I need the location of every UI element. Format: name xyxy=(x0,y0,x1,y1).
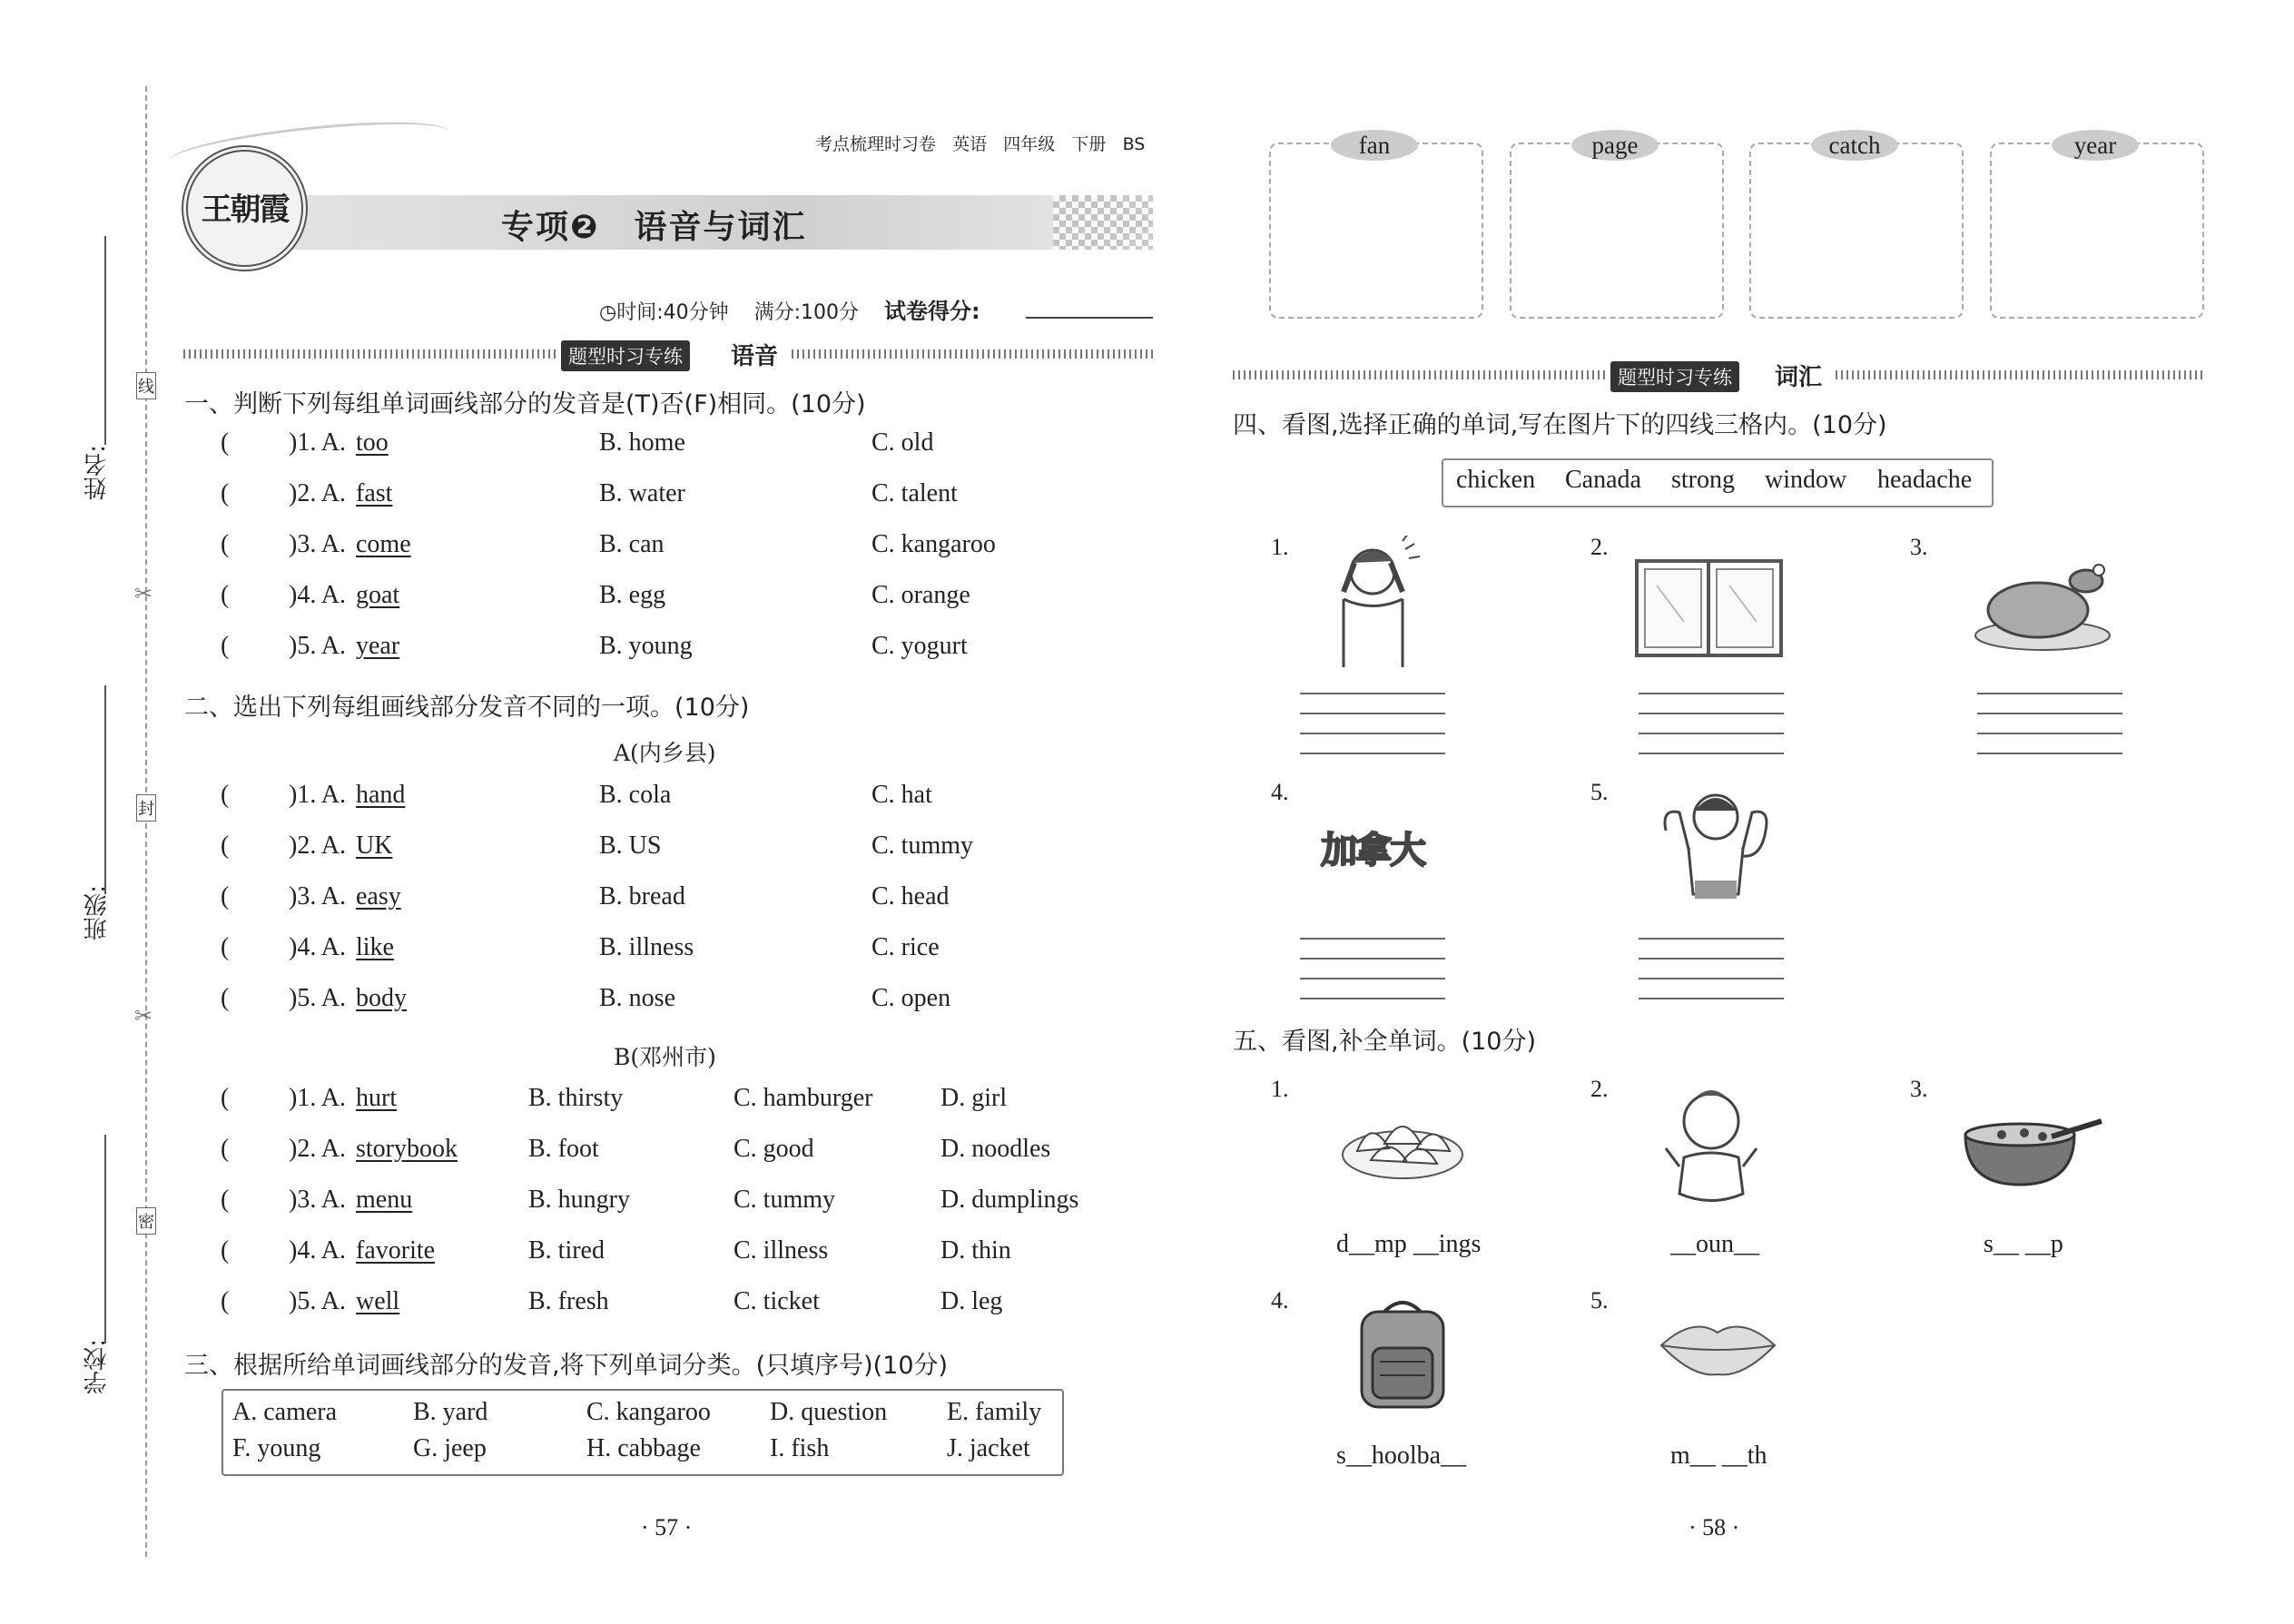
option-a-word: fast xyxy=(356,479,393,507)
phonics-card[interactable] xyxy=(1510,143,1724,319)
blank-soup[interactable]: s__ __p xyxy=(1984,1230,2063,1258)
answer-paren[interactable]: ( xyxy=(221,1084,230,1112)
section-divider xyxy=(1233,370,1605,379)
section-divider xyxy=(792,349,1155,359)
item-number: )3. A. xyxy=(289,882,346,910)
phonics-card-word: fan xyxy=(1331,130,1418,161)
q4-num-4: 4. xyxy=(1271,779,1289,805)
item-number: )2. A. xyxy=(289,1135,346,1163)
word-bank-item: strong xyxy=(1671,466,1735,494)
option-d: D. girl xyxy=(940,1084,1008,1112)
option-b: B. thirsty xyxy=(528,1084,624,1112)
option-c: C. talent xyxy=(871,479,958,507)
header-meta: 考点梳理时习卷 英语 四年级 下册 BS xyxy=(815,134,1146,154)
option-b: B. tired xyxy=(528,1236,605,1265)
answer-paren[interactable]: ( xyxy=(221,781,230,809)
item-number: )4. A. xyxy=(289,933,346,961)
phonics-card[interactable] xyxy=(1990,143,2204,319)
option-c: C. head xyxy=(871,882,950,910)
section-tag: 题型时习专练 xyxy=(561,340,690,371)
option-d: D. noodles xyxy=(940,1135,1051,1163)
option-a-word: like xyxy=(356,933,394,961)
option-b: B. cola xyxy=(599,781,672,809)
option-c: C. rice xyxy=(871,933,940,961)
blank-noun[interactable]: __oun__ xyxy=(1670,1230,1759,1258)
item-number: )1. A. xyxy=(289,428,346,457)
option-a-word: year xyxy=(356,632,400,660)
name-line xyxy=(104,236,106,445)
q5-num-3: 3. xyxy=(1910,1076,1928,1102)
phonics-card-word: year xyxy=(2052,130,2139,161)
answer-paren[interactable]: ( xyxy=(221,479,230,507)
answer-paren[interactable]: ( xyxy=(221,632,230,660)
q3-word: H. cabbage xyxy=(586,1434,701,1462)
q4-writing-lines-5[interactable] xyxy=(1639,938,1784,998)
option-c: C. hamburger xyxy=(733,1084,873,1112)
section-vocab: 词汇 xyxy=(1775,364,1823,391)
item-number: )4. A. xyxy=(289,1236,346,1265)
scissors-icon: ✂ xyxy=(134,581,153,606)
option-c: C. ticket xyxy=(733,1287,820,1315)
q4-writing-lines-3[interactable] xyxy=(1977,693,2122,753)
option-a-word: menu xyxy=(356,1186,413,1214)
answer-paren[interactable]: ( xyxy=(221,581,230,609)
option-a-word: UK xyxy=(356,832,393,860)
option-a-word: goat xyxy=(356,581,400,609)
option-c: C. illness xyxy=(733,1236,829,1265)
option-b: B. US xyxy=(599,832,662,860)
margin-seal-char: 封 xyxy=(136,794,156,822)
option-b: B. illness xyxy=(599,933,694,961)
option-a-word: favorite xyxy=(356,1236,436,1265)
option-c: C. orange xyxy=(871,581,970,609)
section-tag: 题型时习专练 xyxy=(1610,361,1739,392)
option-b: B. water xyxy=(599,479,685,507)
q5-num-1: 1. xyxy=(1271,1076,1289,1102)
q3-word: G. jeep xyxy=(413,1434,487,1462)
item-number: )2. A. xyxy=(289,479,346,507)
option-c: C. good xyxy=(733,1135,814,1163)
class-label: 班级: xyxy=(84,885,111,940)
item-number: )4. A. xyxy=(289,581,346,609)
strong-man-picture xyxy=(1648,785,1784,903)
answer-paren[interactable]: ( xyxy=(221,1135,230,1163)
q2-title: 二、选出下列每组画线部分发音不同的一项。(10分) xyxy=(184,694,750,722)
q3-word: A. camera xyxy=(232,1398,338,1426)
q5-title: 五、看图,补全单词。(10分) xyxy=(1233,1028,1537,1056)
q3-title: 三、根据所给单词画线部分的发音,将下列单词分类。(只填序号)(10分) xyxy=(184,1352,949,1380)
answer-paren[interactable]: ( xyxy=(221,933,230,961)
phonics-card-word: page xyxy=(1571,130,1659,161)
brand-logo: 王朝霞 xyxy=(182,145,308,271)
q4-writing-lines-4[interactable] xyxy=(1300,938,1445,998)
option-b: B. bread xyxy=(599,882,685,910)
blank-mouth[interactable]: m__ __th xyxy=(1670,1442,1767,1470)
section-divider xyxy=(1836,370,2203,379)
canada-text-picture: 加拿大 xyxy=(1321,830,1424,871)
item-number: )5. A. xyxy=(289,1287,346,1315)
q4-num-1: 1. xyxy=(1271,534,1289,560)
name-label: 姓名: xyxy=(84,445,111,500)
option-d: D. thin xyxy=(940,1236,1011,1265)
chicken-picture xyxy=(1970,554,2115,654)
margin-line-char: 线 xyxy=(136,372,156,399)
word-bank-item: headache xyxy=(1877,466,1973,494)
phonics-card-word: catch xyxy=(1811,130,1898,161)
word-bank-item: window xyxy=(1765,466,1847,494)
q3-word: D. question xyxy=(770,1398,888,1426)
q4-writing-lines-1[interactable] xyxy=(1300,693,1445,753)
q5-num-5: 5. xyxy=(1590,1287,1609,1314)
word-bank-item: Canada xyxy=(1565,466,1641,494)
option-d: D. leg xyxy=(940,1287,1003,1315)
baby-picture xyxy=(1661,1085,1761,1212)
item-number: )2. A. xyxy=(289,832,346,860)
option-c: C. yogurt xyxy=(871,632,968,660)
item-number: )1. A. xyxy=(289,781,346,809)
score-blank[interactable] xyxy=(1026,317,1153,319)
answer-paren[interactable]: ( xyxy=(221,428,230,457)
q3-word: E. family xyxy=(947,1398,1042,1426)
option-a-word: easy xyxy=(356,882,401,910)
binding-dashed-line xyxy=(145,86,147,1557)
option-b: B. egg xyxy=(599,581,666,609)
q4-writing-lines-2[interactable] xyxy=(1639,693,1784,753)
school-label: 学校: xyxy=(84,1339,111,1394)
q5-num-2: 2. xyxy=(1590,1076,1609,1102)
group-b-label: B(邓州市) xyxy=(614,1044,716,1070)
q4-num-2: 2. xyxy=(1590,534,1609,560)
headache-picture xyxy=(1316,536,1434,672)
schoolbag-picture xyxy=(1353,1294,1452,1412)
q3-word: J. jacket xyxy=(947,1434,1030,1462)
item-number: )5. A. xyxy=(289,632,346,660)
answer-paren[interactable]: ( xyxy=(221,1186,230,1214)
option-a-word: body xyxy=(356,984,407,1012)
scissors-icon: ✂ xyxy=(134,1003,153,1029)
option-a-word: hurt xyxy=(356,1084,398,1112)
mouth-picture xyxy=(1657,1316,1779,1380)
school-line xyxy=(104,1135,106,1343)
page-number-left: · 57 · xyxy=(641,1514,693,1540)
q5-num-4: 4. xyxy=(1271,1287,1289,1314)
clock-icon: ◷ xyxy=(599,301,617,324)
section-phonics: 语音 xyxy=(731,343,779,370)
option-c: C. hat xyxy=(871,781,932,809)
soup-picture xyxy=(1961,1117,2106,1189)
option-b: B. foot xyxy=(528,1135,599,1163)
blank-dumplings[interactable]: d__mp __ings xyxy=(1336,1230,1482,1258)
answer-paren[interactable]: ( xyxy=(221,1236,230,1265)
blank-schoolbag[interactable]: s__hoolba__ xyxy=(1336,1442,1467,1470)
answer-paren[interactable]: ( xyxy=(221,882,230,910)
option-a-word: too xyxy=(356,428,389,457)
option-b: B. home xyxy=(599,428,685,457)
q3-word: C. kangaroo xyxy=(586,1398,711,1426)
group-a-label: A(内乡县) xyxy=(614,740,716,766)
option-a-word: hand xyxy=(356,781,406,809)
checker-decoration xyxy=(1053,195,1153,250)
window-picture xyxy=(1634,558,1784,658)
item-number: )1. A. xyxy=(289,1084,346,1112)
item-number: )5. A. xyxy=(289,984,346,1012)
class-line xyxy=(104,685,106,894)
option-b: B. can xyxy=(599,530,665,558)
option-c: C. open xyxy=(871,984,951,1012)
dumplings-picture xyxy=(1339,1098,1466,1185)
phonics-card[interactable] xyxy=(1749,143,1964,319)
option-b: B. hungry xyxy=(528,1186,630,1214)
word-bank-item: chicken xyxy=(1456,466,1536,494)
option-a-word: storybook xyxy=(356,1135,458,1163)
item-number: )3. A. xyxy=(289,1186,346,1214)
answer-paren[interactable]: ( xyxy=(221,530,230,558)
section-divider xyxy=(183,349,556,359)
option-c: C. old xyxy=(871,428,934,457)
option-b: B. fresh xyxy=(528,1287,609,1315)
answer-paren[interactable]: ( xyxy=(221,832,230,860)
q4-num-3: 3. xyxy=(1910,534,1928,560)
q3-word: I. fish xyxy=(770,1434,830,1462)
margin-secret-char: 密 xyxy=(136,1207,156,1235)
phonics-card[interactable] xyxy=(1269,143,1483,319)
exam-info: ◷时间:40分钟 满分:100分 试卷得分: xyxy=(599,299,980,324)
option-c: C. tummy xyxy=(733,1186,836,1214)
item-number: )3. A. xyxy=(289,530,346,558)
q3-word: F. young xyxy=(232,1434,321,1462)
page-title: 专项❷ 语音与词汇 xyxy=(501,209,807,246)
q4-num-5: 5. xyxy=(1590,779,1609,805)
option-b: B. young xyxy=(599,632,693,660)
option-a-word: come xyxy=(356,530,411,558)
answer-paren[interactable]: ( xyxy=(221,1287,230,1315)
option-c: C. tummy xyxy=(871,832,974,860)
answer-paren[interactable]: ( xyxy=(221,984,230,1012)
option-b: B. nose xyxy=(599,984,675,1012)
q3-word: B. yard xyxy=(413,1398,488,1426)
q1-title: 一、判断下列每组单词画线部分的发音是(T)否(F)相同。(10分) xyxy=(184,390,866,418)
option-c: C. kangaroo xyxy=(871,530,996,558)
option-a-word: well xyxy=(356,1287,400,1315)
option-d: D. dumplings xyxy=(940,1186,1079,1214)
q4-title: 四、看图,选择正确的单词,写在图片下的四线三格内。(10分) xyxy=(1233,411,1887,439)
page-number-right: · 58 · xyxy=(1689,1514,1740,1540)
